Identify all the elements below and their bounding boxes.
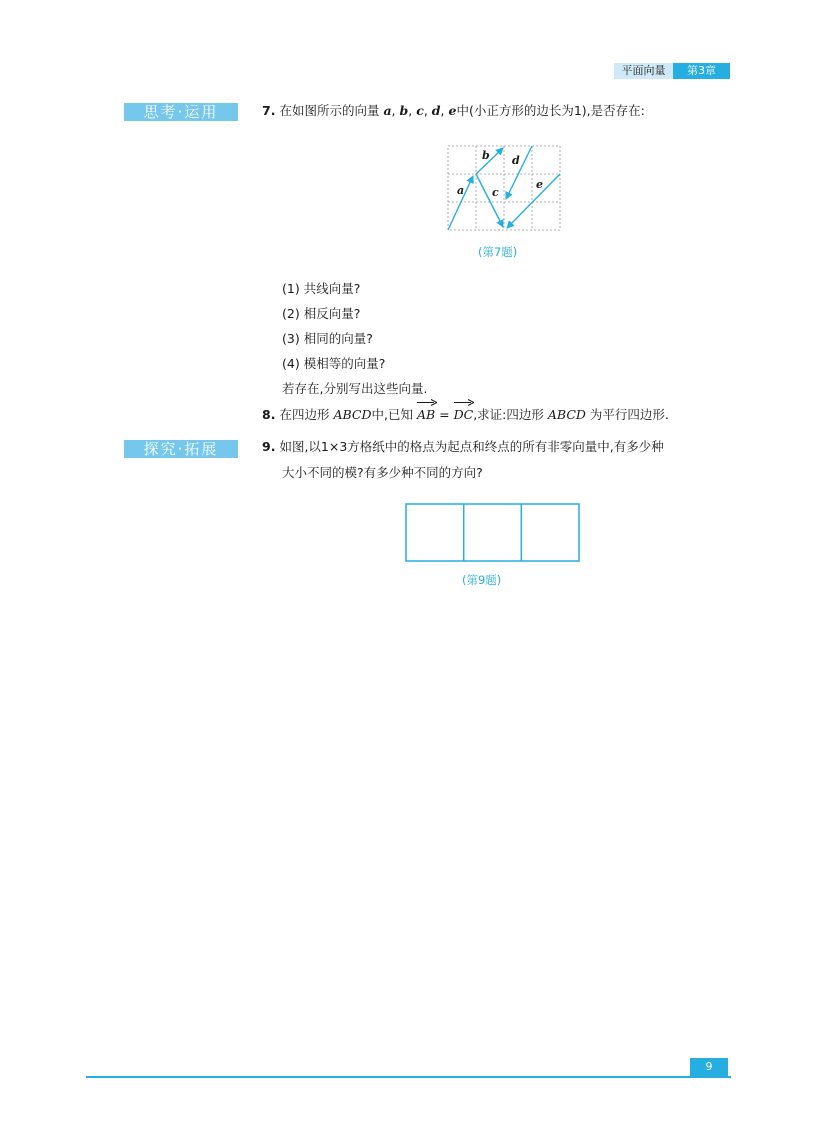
q7-item-4-text: 模相等的向量? <box>303 356 386 371</box>
q7-item-2-num: (2) <box>282 306 300 321</box>
q8-text-2: 中,已知 <box>371 407 413 422</box>
q9-caption: (第9题) <box>462 573 502 587</box>
chapter-header <box>614 63 730 79</box>
q7-grid <box>448 146 560 230</box>
label-d: d <box>512 154 520 167</box>
q8-equals: = <box>439 407 450 422</box>
vector-arrow-icon <box>417 399 437 406</box>
q7-prefix: 在如图所示的向量 <box>279 103 380 118</box>
q7-var-d: d <box>431 103 441 118</box>
q9-line-1 <box>262 438 664 456</box>
q8-text-3: ,求证:四边形 <box>473 407 544 422</box>
q7-stem: 7. 在如图所示的向量 a, b, c, d, e中(小正方形的边长为1),是否存在: <box>262 103 645 118</box>
q7-var-b: b <box>399 103 409 118</box>
q8-vector-ab: AB <box>417 406 435 424</box>
q7-var-c: c <box>416 103 424 118</box>
q7-item-4 <box>282 355 385 373</box>
q7-item-2-text: 相反向量? <box>303 306 361 321</box>
q7-number: 7. <box>262 103 276 118</box>
label-a: a <box>457 184 465 197</box>
q7-item-3-num: (3) <box>282 331 300 346</box>
q8-quad-1: ABCD <box>333 407 372 422</box>
page-number: 9 <box>690 1058 728 1076</box>
section-tag-explore: 探究·拓展 <box>124 440 238 458</box>
label-b: b <box>482 149 490 162</box>
q9-number: 9. <box>262 439 276 454</box>
q7-var-e: e <box>448 103 457 118</box>
vector-arrow-icon <box>454 399 474 406</box>
q8-vector-dc: DC <box>454 406 474 424</box>
q8-text-4: 为平行四边形. <box>589 407 669 422</box>
q8-text-1: 在四边形 <box>279 407 330 422</box>
section-tag-think: 思考·运用 <box>124 103 238 121</box>
q7-item-4-num: (4) <box>282 356 300 371</box>
chapter-number: 第3章 <box>673 63 730 79</box>
q9-figure <box>405 503 581 563</box>
q7-item-3-text: 相同的向量? <box>303 331 373 346</box>
label-e: e <box>536 178 543 191</box>
vector-c <box>476 174 503 227</box>
bottom-rule <box>86 1076 731 1078</box>
q7-var-a: a <box>383 103 392 118</box>
q7-item-2 <box>282 305 360 323</box>
q7-item-1 <box>282 280 360 298</box>
q9-line-2: 大小不同的模?有多少种不同的方向? <box>282 465 483 480</box>
q8-stem <box>262 406 669 424</box>
q7-figure <box>440 138 570 238</box>
q8-number: 8. <box>262 407 276 422</box>
q7-suffix: 中(小正方形的边长为1),是否存在: <box>456 103 645 118</box>
q9-grid-outer <box>406 504 579 561</box>
q9-text-1: 如图,以1×3方格纸中的格点为起点和终点的所有非零向量中,有多少种 <box>279 439 664 454</box>
q8-quad-2: ABCD <box>547 407 586 422</box>
q7-closing: 若存在,分别写出这些向量. <box>282 381 428 396</box>
q7-item-3 <box>282 330 373 348</box>
q7-item-1-num: (1) <box>282 281 300 296</box>
q7-item-1-text: 共线向量? <box>303 281 361 296</box>
chapter-name: 平面向量 <box>614 63 673 79</box>
label-c: c <box>492 186 499 199</box>
q7-caption: (第7题) <box>478 245 518 259</box>
